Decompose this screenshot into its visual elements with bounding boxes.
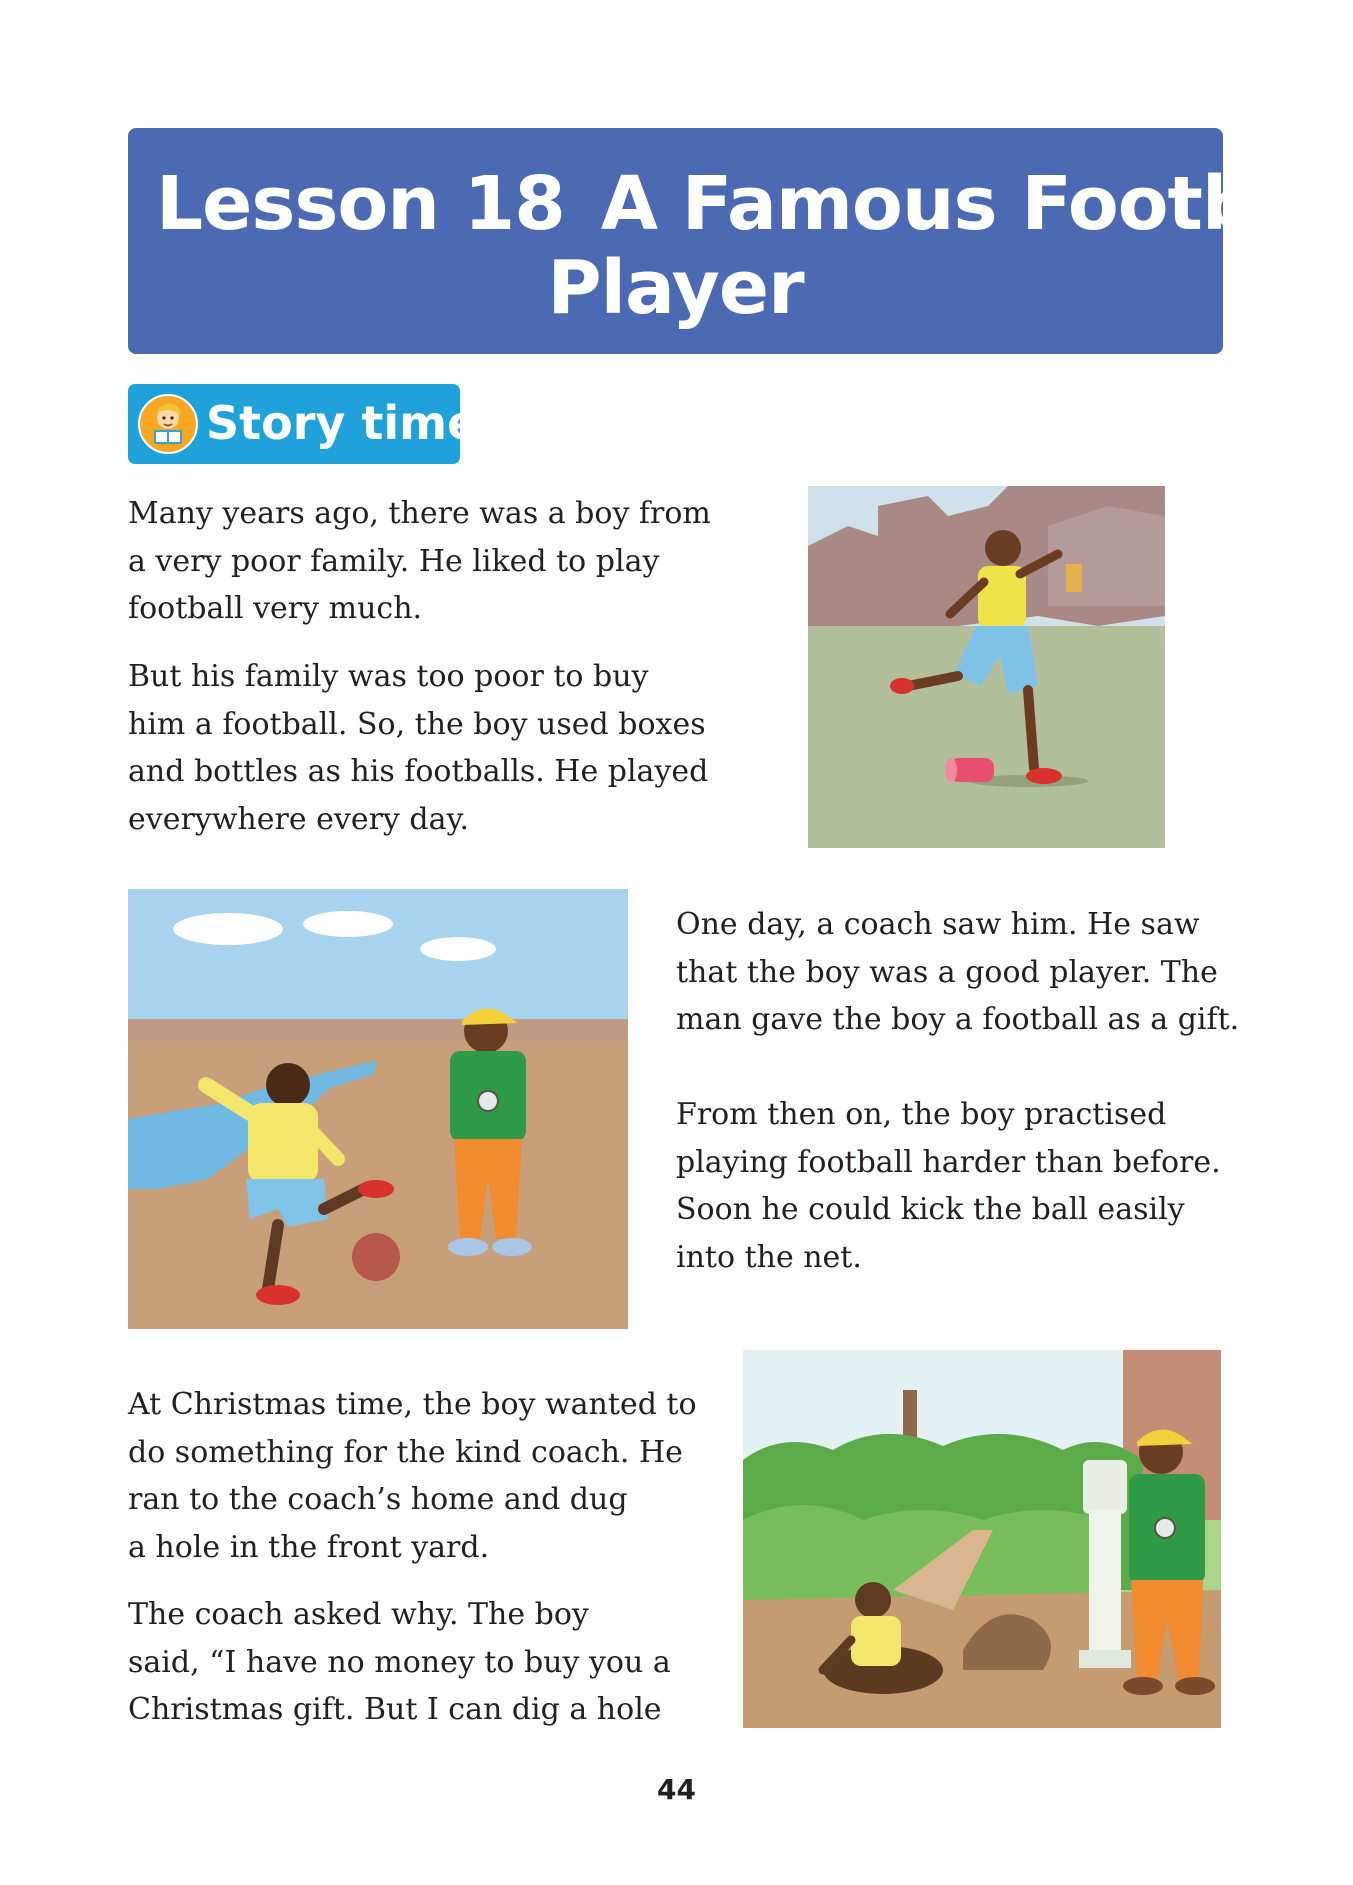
illustration-coach-and-boy bbox=[128, 889, 628, 1329]
story-paragraph-5 bbox=[128, 1381, 697, 1571]
text-line: him a football. So, the boy used boxes bbox=[128, 706, 706, 742]
story-time-label: Story time bbox=[206, 396, 479, 450]
text-line: football very much. bbox=[128, 591, 423, 626]
text-line: man gave the boy a football as a gift. bbox=[676, 1002, 1240, 1037]
text-line: everywhere every day. bbox=[128, 801, 470, 837]
page-number: 44 bbox=[657, 1773, 696, 1806]
text-line: One day, a coach saw him. He saw bbox=[676, 907, 1200, 942]
text-line: do something for the kind coach. He bbox=[128, 1434, 683, 1470]
illustration-boy-digging-hole bbox=[743, 1350, 1221, 1728]
text-line: Soon he could kick the ball easily bbox=[676, 1192, 1185, 1227]
illustration-boy-kicking-bottle bbox=[808, 486, 1165, 848]
lesson-title-text: A Famous Football bbox=[600, 161, 1352, 247]
text-line: At Christmas time, the boy wanted to bbox=[128, 1387, 697, 1422]
lesson-title-banner bbox=[128, 128, 1352, 354]
text-line: and bottles as his footballs. He played bbox=[128, 754, 709, 789]
text-line: into the net. bbox=[676, 1239, 862, 1275]
story-paragraph-2 bbox=[128, 653, 708, 843]
lesson-title-line-1 bbox=[156, 161, 1352, 247]
text-line: But his family was too poor to buy bbox=[128, 659, 649, 694]
text-line: a hole in the front yard. bbox=[128, 1529, 490, 1565]
text-line: ran to the coach’s home and dug bbox=[128, 1482, 628, 1517]
story-paragraph-6 bbox=[128, 1591, 671, 1734]
story-paragraph-1 bbox=[128, 490, 711, 633]
text-line: The coach asked why. The boy bbox=[128, 1597, 589, 1632]
text-line: Christmas gift. But I can dig a hole bbox=[128, 1692, 662, 1727]
reading-child-icon bbox=[138, 394, 198, 454]
text-line: Many years ago, there was a boy from bbox=[128, 496, 711, 531]
lesson-number: Lesson 18 bbox=[156, 161, 565, 247]
text-line: said, “I have no money to buy you a bbox=[128, 1644, 671, 1680]
lesson-title-line-2: Player bbox=[547, 245, 804, 331]
story-paragraph-4 bbox=[676, 1091, 1221, 1281]
text-line: From then on, the boy practised bbox=[676, 1097, 1167, 1132]
text-line: that the boy was a good player. The bbox=[676, 954, 1218, 990]
text-line: a very poor family. He liked to play bbox=[128, 543, 660, 579]
story-time-badge bbox=[128, 384, 479, 464]
text-line: playing football harder than before. bbox=[676, 1144, 1221, 1180]
story-paragraph-3 bbox=[676, 901, 1239, 1044]
